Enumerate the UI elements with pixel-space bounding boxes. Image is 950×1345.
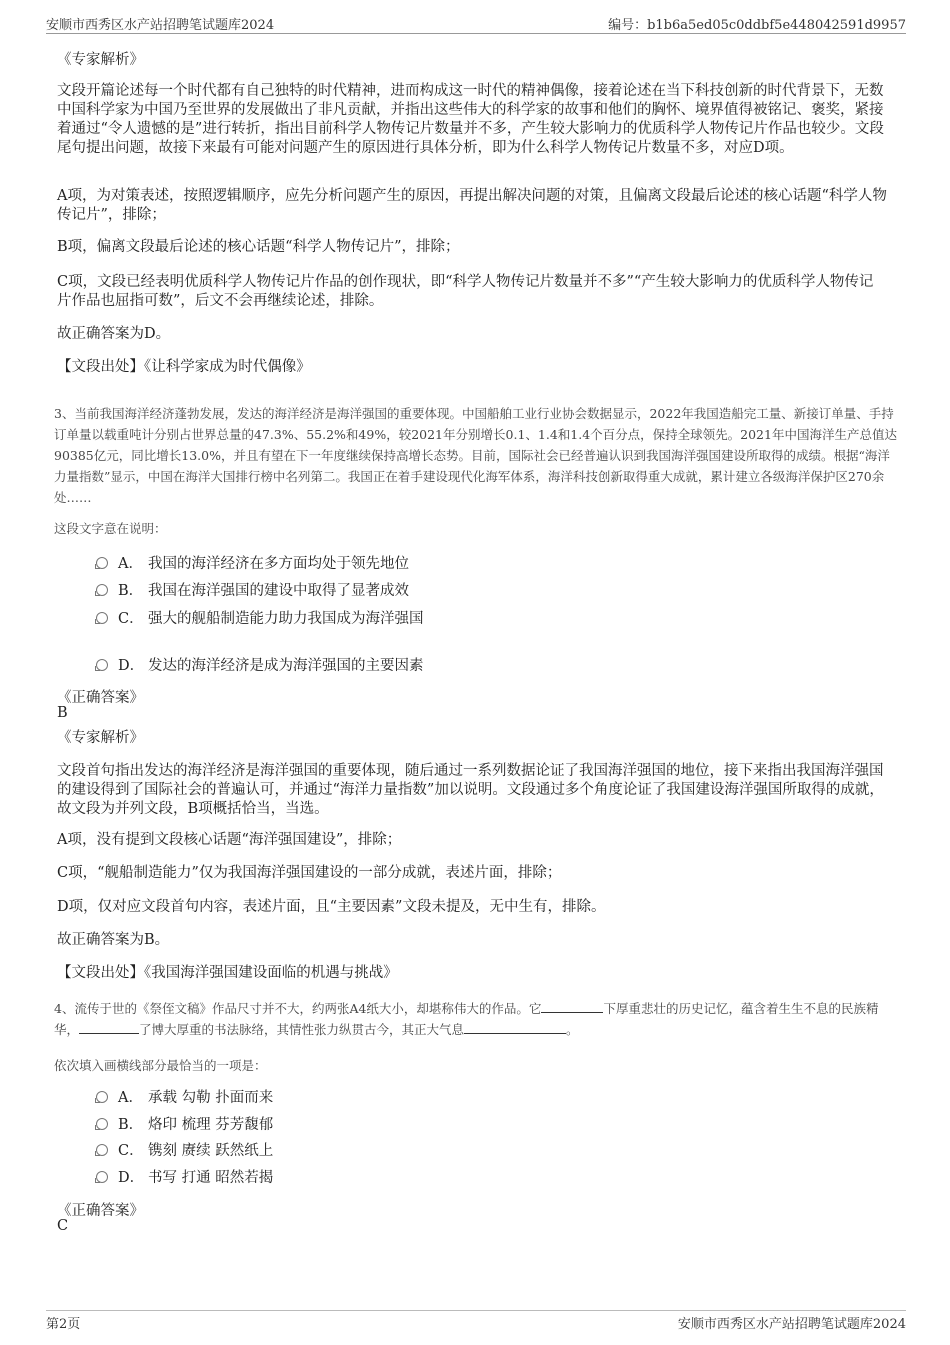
option-letter: B． <box>118 583 144 599</box>
q3-analysis-text: 文段首句指出发达的海洋经济是海洋强国的重要体现，随后通过一系列数据论证了我国海洋强国的地位，接下来指出我国海洋强国的建设得到了国际社会的普遍认可，并通过“海洋力量指数”加以说明。文段通过多个角度论证了我国建设海洋强国所取得的成就，故文段为并列文段，B项概括恰当，当选。 <box>57 763 884 817</box>
option-letter: A． <box>118 1090 143 1106</box>
q2-option-c-note: C项，文段已经表明优质科学人物传记片作品的创作现状，即“科学人物传记片数量并不多”“产生较大影响力的优质科学人物传记片作品也屈指可数”，后文不会再继续论述，排除。 <box>57 274 874 309</box>
q3-option-b[interactable] <box>96 581 409 601</box>
q2-analysis-label: 《专家解析》 <box>57 52 144 68</box>
page-footer <box>46 1313 906 1333</box>
radio-button-icon[interactable] <box>96 1091 108 1103</box>
q4-text-part: 4、流传于世的《祭侄文稿》作品尺寸并不大，约两张A4纸大小，却堪称伟大的作品。它 <box>54 1001 542 1016</box>
option-text: 发达的海洋经济是成为海洋强国的主要因素 <box>148 658 424 674</box>
q3-prompt: 这段文字意在说明： <box>54 521 167 536</box>
q3-source: 【文段出处】《我国海洋强国建设面临的机遇与挑战》 <box>57 965 398 981</box>
q3-option-c[interactable] <box>96 609 424 629</box>
option-text: 强大的舰船制造能力助力我国成为海洋强国 <box>148 611 424 627</box>
radio-button-icon[interactable] <box>96 557 108 569</box>
q4-text-part: 了博大厚重的书法脉络，其情性张力纵贯古今，其正大气息 <box>139 1022 465 1037</box>
radio-button-icon[interactable] <box>96 612 108 624</box>
radio-button-icon[interactable] <box>96 1118 108 1130</box>
q4-option-b[interactable] <box>96 1115 273 1135</box>
option-text: 承载 勾勒 扑面而来 <box>148 1090 274 1106</box>
option-text: 镌刻 赓续 跃然纸上 <box>148 1143 274 1159</box>
q4-option-d[interactable] <box>96 1168 273 1188</box>
q3-question-text: 3、当前我国海洋经济蓬勃发展，发达的海洋经济是海洋强国的重要体现。中国船舶工业行业协会数据显示，2022年我国造船完工量、新接订单量、手持订单量以载重吨计分别占世界总量的47.3%、55.2%和49%，较2021年分别增长0.1、1.4和1.4个百分点，保持全球领先。2021年中国海洋生产总值达90385亿元，同比增长13.0%，并且有望在下一年度继续保持高增长态势。目前，国际社会已经普遍认识到我国海洋强国建设所取得的成绩。根据“海洋力量指数”显示，中国在海洋大国排行榜中名列第二。我国正在着手建设现代化海军体系，海洋科技创新取得重大成就，累计建立各级海洋保护区270余处…… <box>54 406 897 505</box>
option-text: 烙印 梳理 芬芳馥郁 <box>148 1117 274 1133</box>
fill-blank <box>79 1021 139 1034</box>
q4-answer-label: 《正确答案》 <box>57 1203 144 1219</box>
q2-source: 【文段出处】《让科学家成为时代偶像》 <box>57 359 311 375</box>
radio-button-icon[interactable] <box>96 1171 108 1183</box>
header-code: 编号：b1b6a5ed05c0ddbf5e448042591d9957 <box>608 18 906 33</box>
q3-analysis-label: 《专家解析》 <box>57 730 144 746</box>
q3-option-c-note: C项，“舰船制造能力”仅为我国海洋强国建设的一部分成就，表述片面，排除； <box>57 865 562 881</box>
q3-answer: B <box>57 705 68 721</box>
page-number: 第2页 <box>46 1317 81 1332</box>
q3-option-d-note: D项，仅对应文段首句内容，表述片面，且“主要因素”文段未提及，无中生有，排除。 <box>57 899 606 915</box>
q4-option-a[interactable] <box>96 1088 273 1108</box>
q3-conclusion: 故正确答案为B。 <box>57 932 170 948</box>
q3-answer-label: 《正确答案》 <box>57 690 144 706</box>
fill-blank <box>464 1021 566 1034</box>
q3-option-a-note: A项，没有提到文段核心话题“海洋强国建设”，排除； <box>57 832 402 848</box>
radio-button-icon[interactable] <box>96 659 108 671</box>
option-letter: C． <box>118 611 144 627</box>
q4-question-text <box>54 998 899 1040</box>
option-letter: A． <box>118 556 143 572</box>
option-letter: C． <box>118 1143 144 1159</box>
q4-answer: C <box>57 1218 69 1234</box>
q4-prompt: 依次填入画横线部分最恰当的一项是： <box>54 1058 267 1073</box>
option-text: 我国的海洋经济在多方面均处于领先地位 <box>148 556 409 572</box>
option-letter: D． <box>118 1170 145 1186</box>
q4-option-c[interactable] <box>96 1141 273 1161</box>
page-header <box>46 14 906 34</box>
header-divider <box>46 33 906 34</box>
q3-option-a[interactable] <box>96 554 409 574</box>
header-title: 安顺市西秀区水产站招聘笔试题库2024 <box>46 18 275 33</box>
option-text: 书写 打通 昭然若揭 <box>148 1170 274 1186</box>
q3-option-d[interactable] <box>96 656 424 676</box>
option-letter: D． <box>118 658 145 674</box>
q2-option-a-note: A项，为对策表述，按照逻辑顺序，应先分析问题产生的原因，再提出解决问题的对策，且偏离文段最后论述的核心话题“科学人物传记片”，排除； <box>57 188 887 223</box>
radio-button-icon[interactable] <box>96 584 108 596</box>
q4-text-part: 下厚重悲壮的历史记忆，蕴含着生生不息的民族精华， <box>54 1001 879 1037</box>
q4-text-part: 。 <box>566 1022 579 1037</box>
option-text: 我国在海洋强国的建设中取得了显著成效 <box>148 583 409 599</box>
footer-divider <box>46 1310 906 1311</box>
option-letter: B． <box>118 1117 144 1133</box>
q2-analysis-text: 文段开篇论述每一个时代都有自己独特的时代精神，进而构成这一时代的精神偶像，接着论述在当下科技创新的时代背景下，无数中国科学家为中国乃至世界的发展做出了非凡贡献，并指出这些伟大的科学家的故事和他们的胸怀、境界值得被铭记、褒奖，紧接着通过“令人遗憾的是”进行转折，指出目前科学人物传记片数量并不多，产生较大影响力的优质科学人物传记片作品也较少。文段尾句提出问题，故接下来最有可能对问题产生的原因进行具体分析，即为什么科学人物传记片数量不多，对应D项。 <box>57 83 884 156</box>
footer-title: 安顺市西秀区水产站招聘笔试题库2024 <box>677 1317 906 1332</box>
q2-conclusion: 故正确答案为D。 <box>57 326 171 342</box>
fill-blank <box>541 1000 603 1013</box>
radio-button-icon[interactable] <box>96 1144 108 1156</box>
q2-option-b-note: B项，偏离文段最后论述的核心话题“科学人物传记片”，排除； <box>57 239 460 255</box>
